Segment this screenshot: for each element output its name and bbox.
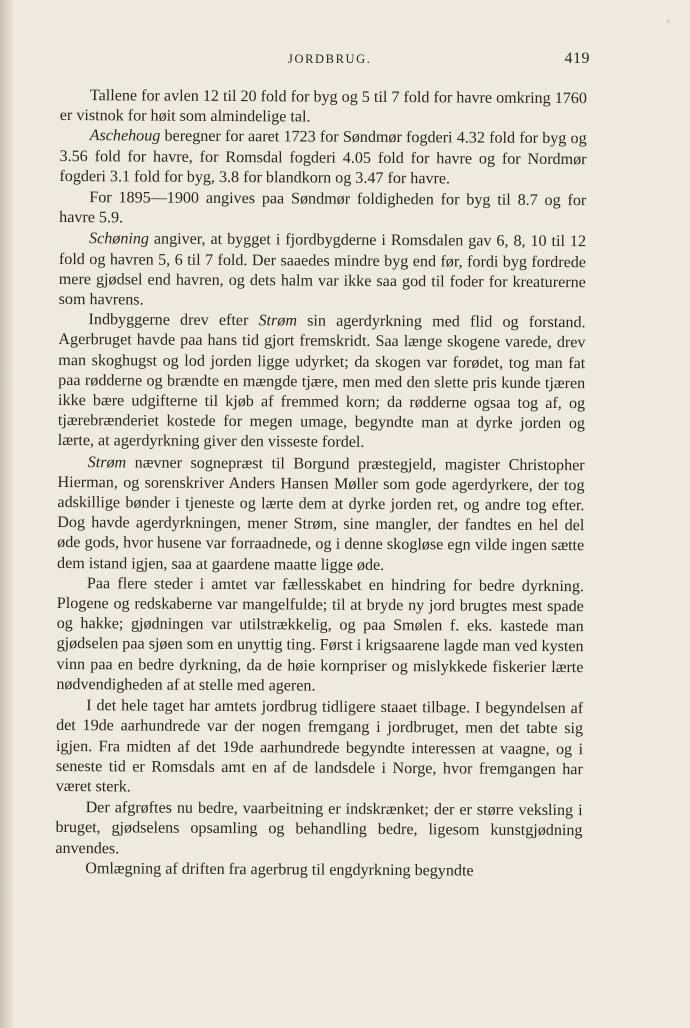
author-name: Aschehoug [89,127,161,146]
paragraph [59,126,586,190]
margin-mark: ° [666,18,670,28]
paragraph-text: Indbyggerne drev efter [88,311,259,330]
paragraph [58,310,586,455]
paragraph [56,574,584,698]
paragraph-text: For 1895—1900 angives paa Søndmør foldigheden for byg til 8.7 og for havre 5.9. [59,189,587,227]
author-name: Strøm [258,312,298,330]
paragraph-text: beregner for aaret 1723 for Søndmør fogderi 4.32 fold for byg og 3.56 fold for havre, for Romsdal fogderi 4.05 fold for havre og for Nordmør fogderi 3.1 fold for byg, 3.8 for blandkorn og 3.47 for havre. [59,128,587,188]
paragraph-text: Omlægning af driften fra agerbrug til engdyrkning begyndte [85,859,474,880]
paragraph [57,453,585,577]
paragraph [60,86,587,130]
paragraph [55,798,582,862]
paragraph [59,229,586,313]
book-spine-shadow [0,0,14,1028]
running-title: JORDBRUG. [288,52,372,66]
paragraph-text: Paa flere steder i amtet var fællesskabet en hindring for bedre dyrkning. Plogene og redskaberne var mangelfulde; til at bryde ny jord brugtes mest spade og hakke; gjødningen var utilstrækkelig, og paa Smølen f. eks. kastede man gjødselen paa sjøen som en unyttig ting. Først i krigsaarene lagde man ved kysten vinn paa en bedre dyrkning, da de høie kornpriser og mislykkede fiskerier lærte nødvendigheden af at stelle med ageren. [56,575,585,695]
paragraph-text: nævner sognepræst til Borgund præstegjeld, magister Christopher Hierman, og sorenskriver Anders Hansen Møller som gode agerdyrkere, der tog adskillige bønder i tjeneste og lærte dem at dyrke jorden ret, og andre tog efter. Dog havde agerdyrkningen, mener Strøm, sine mangler, der fandtes en hel del øde gods, hvor husene var forraadnede, og i denne skogløse egn vilde ingen sætte dem istand igjen, saa at gaardene maatte ligge øde. [57,454,585,574]
author-name: Strøm [87,453,127,472]
paragraph-text: sin agerdyrkning med flid og forstand. Agerbruget havde paa hans tid gjort fremskridt. Saa længe skogene varede, drev man skoghugst og lod jorden ligge udyrket; da skogen var forødet, tog man fat paa rødderne og brændte en mængde tjære, men med den slette pris kunde tjæren ikke bære udgifterne til kjøb af fremmed korn; da rødderne ogsaa tog af, og tjærebrænderiet kostede for megen umage, begyndte man at dyrke jorden og lærte, at agerdyrkning giver den visseste fordel. [57,312,586,452]
paragraph [56,696,584,800]
page-header [60,50,590,74]
paragraph-text: angiver, at bygget i fjordbygderne i Romsdalen gav 6, 8, 10 til 12 fold og havren 5, 6 til 7 fold. Der saaedes mindre byg end før, fordi byg fordrede mere gjødsel end havren, og dets halm var ikke saa god til foder for kreaturerne som havrens. [58,230,587,309]
author-name: Schøning [89,230,150,248]
paragraph [55,859,582,882]
paragraph-text: I det hele taget har amtets jordbrug tidligere staaet tilbage. I begyndelsen af det 19de aarhundrede var der nogen fremgang i jordbruget, men det tabte sig igjen. Fra midten af det 19de aarhundrede begyndte interessen at vaagne, og i seneste tid er Romsdals amt en af de landsdele i Norge, hvor fremgangen har været sterk. [55,697,584,796]
page-text [55,86,587,882]
page-number: 419 [564,50,590,67]
paragraph-text: Tallene for avlen 12 til 20 fold for byg og 5 til 7 fold for havre omkring 1760 er vistnok for høit som almindelige tal. [59,87,587,126]
paragraph-text: Der afgrøftes nu bedre, vaarbeitning er indskrænket; der er større veksling i bruget, gjødselens opsamling og behandling bedre, ligesom kunstgjødning anvendes. [55,799,583,857]
paragraph [59,188,586,232]
